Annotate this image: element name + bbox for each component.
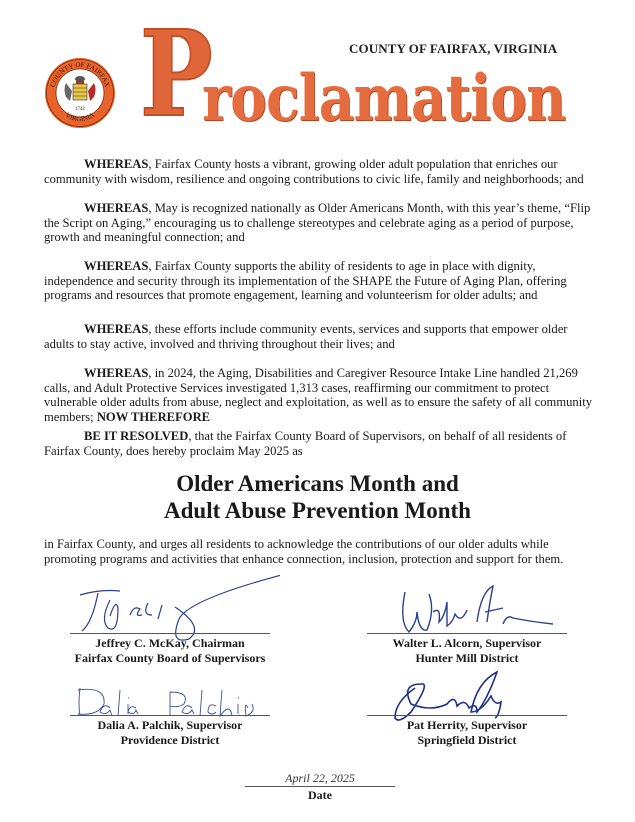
proclamation-title xyxy=(130,4,600,150)
whereas-paragraph-4: WHEREAS, these efforts include community events, services and supports that empower older adults to stay active, involved and thriving throughout their lives; and xyxy=(44,322,568,351)
signatory-name: Jeffrey C. McKay, Chairman xyxy=(95,636,245,650)
signatory-title: Hunter Mill District xyxy=(415,651,519,665)
signature-alcorn-icon xyxy=(385,582,565,637)
whereas-paragraph-1: WHEREAS, Fairfax County hosts a vibrant, growing older adult population that enriches our community with wisdom, resilience and ongoing contributions to civic life, family and neighborhoods; and xyxy=(44,157,584,186)
date-line xyxy=(245,786,395,787)
title-text: roclamation xyxy=(202,61,566,136)
signature-mckay-icon xyxy=(70,575,280,645)
signatory-title: Providence District xyxy=(120,733,220,747)
signatory-4 xyxy=(362,718,572,748)
whereas-paragraph-3: WHEREAS, Fairfax County supports the ability of residents to age in place with dignity, independence and security through its implementation of the SHAPE the Future of Aging Plan, offering programs and resources that promote engagement, learning and volunteerism for older adults; and xyxy=(44,259,567,303)
date-value: April 22, 2025 xyxy=(285,771,355,785)
signatory-1 xyxy=(65,636,275,666)
headline-line-2: Adult Abuse Prevention Month xyxy=(164,498,471,523)
signature-line xyxy=(70,715,270,716)
signatory-name: Walter L. Alcorn, Supervisor xyxy=(392,636,542,650)
signatory-2 xyxy=(362,636,572,666)
county-header: COUNTY OF FAIRFAX, VIRGINIA xyxy=(349,41,558,56)
date-label: Date xyxy=(308,788,332,802)
signature-line xyxy=(367,633,567,634)
svg-text:1742: 1742 xyxy=(75,107,85,112)
whereas-paragraph-2: WHEREAS, May is recognized nationally as Older Americans Month, with this year’s theme, “Flip the Script on Aging,” encouraging us to challenge stereotypes and celebrate aging as a period of purpose, growth and meaningful connection; and xyxy=(44,201,591,245)
whereas-paragraph-5: WHEREAS, in 2024, the Aging, Disabilities and Caregiver Resource Intake Line handled 21,269 calls, and Adult Protective Services investigated 1,313 cases, reaffirming our commitment to protect vulnerable older adults from abuse, neglect and exploitation, as well as to ensure the safety of all community members; NOW THEREFORE xyxy=(44,366,593,424)
signature-line xyxy=(367,715,567,716)
county-seal-icon xyxy=(44,57,116,129)
headline-line-1: Older Americans Month and xyxy=(176,471,459,496)
svg-text:VIRGINIA: VIRGINIA xyxy=(64,110,96,124)
signatory-title: Springfield District xyxy=(417,733,517,747)
signatory-3 xyxy=(65,718,275,748)
closing-paragraph: in Fairfax County, and urges all residents to acknowledge the contributions of our older adults while promoting programs and activities that enhance connection, inclusion, protection and support for them. xyxy=(44,537,564,566)
signatory-title: Fairfax County Board of Supervisors xyxy=(74,651,266,665)
svg-text:COUNTY OF FAIRFAX: COUNTY OF FAIRFAX xyxy=(48,60,112,89)
signatory-name: Dalia A. Palchik, Supervisor xyxy=(97,718,243,732)
signature-palchik-icon xyxy=(70,680,270,720)
signatory-name: Pat Herrity, Supervisor xyxy=(406,718,528,732)
signature-line xyxy=(70,633,270,634)
title-initial: P xyxy=(140,4,213,143)
resolved-paragraph: BE IT RESOLVED, that the Fairfax County Board of Supervisors, on behalf of all residents of Fairfax County, does hereby proclaim May 2025 as xyxy=(44,429,567,458)
